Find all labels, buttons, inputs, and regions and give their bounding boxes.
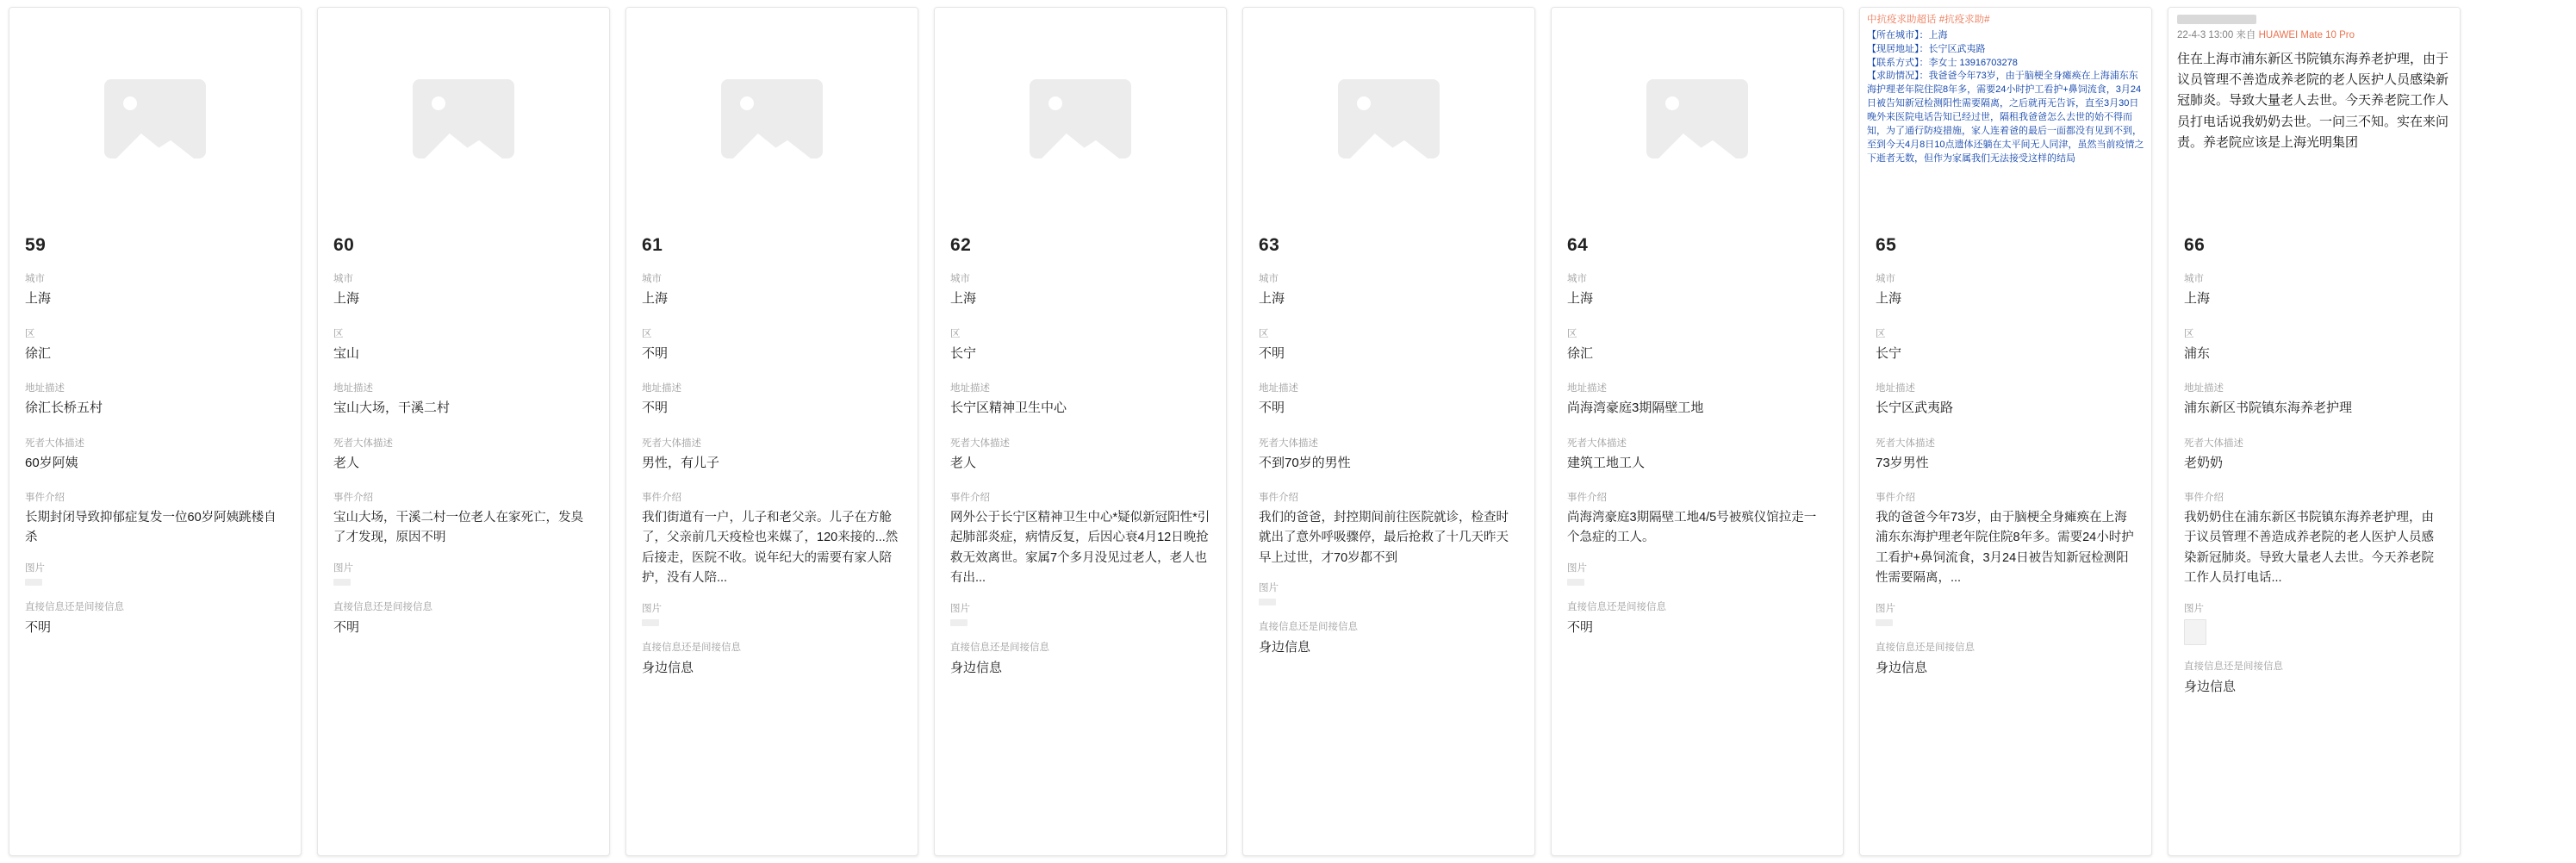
image-thumbnails: [2184, 619, 2444, 645]
image-placeholder-icon: [1646, 79, 1748, 158]
value-source: 身边信息: [950, 660, 1003, 675]
value-city: 上海: [333, 291, 360, 306]
value-address: 长宁区精神卫生中心: [950, 400, 1067, 415]
label-victim: 死者大体描述: [950, 438, 1010, 449]
card-index: 66: [2184, 235, 2206, 255]
record-card: [1859, 7, 2152, 856]
value-address: 不明: [1259, 400, 1285, 415]
card-media: [2168, 8, 2460, 230]
value-address: 尚海湾豪庭3期隔壁工地: [1567, 400, 1704, 415]
card-fields: [9, 230, 301, 855]
label-image: 图片: [333, 562, 353, 574]
label-address: 地址描述: [1876, 383, 1915, 394]
label-source: 直接信息还是间接信息: [1259, 622, 1358, 633]
label-city: 城市: [1259, 274, 1279, 284]
label-victim: 死者大体描述: [1876, 438, 1935, 449]
weibo-from-label: 来自: [2236, 30, 2256, 40]
value-victim: 老人: [333, 455, 360, 470]
label-image: 图片: [642, 603, 662, 614]
value-event: 我的爸爸今年73岁，由于脑梗全身瘫痪在上海浦东东海护理老年院住院8年多。需要24小时护工看护+鼻饲流食，3月24日被告知新冠检测阳性需要隔离，...: [1876, 511, 2134, 586]
record-card: [9, 7, 302, 856]
weibo-post-screenshot: [2168, 8, 2460, 230]
card-fields: [1860, 230, 2151, 855]
label-victim: 死者大体描述: [1567, 438, 1627, 449]
label-district: 区: [2184, 328, 2194, 339]
label-victim: 死者大体描述: [25, 438, 84, 449]
image-placeholder-icon: [1338, 79, 1440, 158]
label-event: 事件介绍: [25, 493, 65, 503]
weibo-line: 【现居地址】：长宁区武夷路: [1867, 43, 1986, 54]
card-index: 64: [1567, 235, 1589, 255]
value-address: 徐汇长桥五村: [25, 400, 103, 415]
label-event: 事件介绍: [1259, 493, 1298, 503]
label-city: 城市: [25, 274, 45, 284]
record-card: [1242, 7, 1535, 856]
value-district: 不明: [642, 345, 669, 361]
value-event: 尚海湾豪庭3期隔壁工地4/5号被殡仪馆拉走一个急症的工人。: [1567, 511, 1817, 545]
weibo-text: 住在上海市浦东新区书院镇东海养老护理，由于议员管理不善造成养老院的老人医护人员感染新冠肺炎。导致大量老人去世。今天养老院工作人员打电话说我奶奶去世。一问三不知。实在来问责。养老院应该是上海光明集团: [2177, 51, 2449, 150]
label-city: 城市: [950, 274, 970, 284]
weibo-line: 【联系方式】：李女士 13916703278: [1867, 57, 2018, 68]
label-source: 直接信息还是间接信息: [2184, 661, 2283, 672]
card-media: [1552, 8, 1843, 230]
image-thumbnails: [950, 619, 1210, 626]
card-media: [318, 8, 609, 230]
record-card: [934, 7, 1227, 856]
label-source: 直接信息还是间接信息: [950, 642, 1049, 653]
value-address: 长宁区武夷路: [1876, 400, 1954, 415]
label-address: 地址描述: [1259, 383, 1298, 394]
value-victim: 建筑工地工人: [1567, 455, 1646, 470]
card-media: [9, 8, 301, 230]
value-city: 上海: [1876, 291, 1902, 306]
card-media: [1860, 8, 2151, 230]
value-event: 宝山大场，干溪二村一位老人在家死亡，发臭了才发现，原因不明: [333, 511, 583, 545]
label-city: 城市: [642, 274, 662, 284]
label-address: 地址描述: [2184, 383, 2224, 394]
value-district: 长宁: [950, 345, 977, 361]
label-address: 地址描述: [333, 383, 373, 394]
value-source: 不明: [25, 619, 52, 635]
value-source: 不明: [1567, 619, 1594, 635]
label-image: 图片: [950, 603, 970, 614]
value-address: 浦东新区书院镇东海养老护理: [2184, 400, 2353, 415]
label-city: 城市: [1567, 274, 1587, 284]
label-event: 事件介绍: [1876, 493, 1915, 503]
image-placeholder-icon: [721, 79, 823, 158]
value-source: 身边信息: [1259, 640, 1311, 655]
label-victim: 死者大体描述: [2184, 438, 2243, 449]
value-district: 不明: [1259, 345, 1285, 361]
label-image: 图片: [1567, 562, 1587, 574]
label-city: 城市: [1876, 274, 1895, 284]
label-image: 图片: [1876, 603, 1895, 614]
value-victim: 60岁阿姨: [25, 455, 78, 470]
label-image: 图片: [25, 562, 45, 574]
value-source: 身边信息: [642, 660, 694, 675]
value-source: 身边信息: [1876, 660, 1928, 675]
label-image: 图片: [1259, 583, 1279, 594]
value-victim: 不到70岁的男性: [1259, 455, 1351, 470]
card-media: [626, 8, 918, 230]
card-fields: [1552, 230, 1843, 855]
image-thumbnail[interactable]: [1259, 599, 1276, 605]
image-thumbnails: [1567, 579, 1827, 586]
label-source: 直接信息还是间接信息: [25, 601, 124, 612]
card-media: [1243, 8, 1534, 230]
card-media: [935, 8, 1226, 230]
weibo-user-row: [2177, 15, 2451, 24]
image-thumbnail[interactable]: [642, 619, 659, 626]
card-index: 65: [1876, 235, 1897, 255]
image-placeholder-icon: [413, 79, 514, 158]
label-address: 地址描述: [950, 383, 990, 394]
value-district: 徐汇: [25, 345, 52, 361]
label-source: 直接信息还是间接信息: [642, 642, 741, 653]
image-thumbnails: [642, 619, 902, 626]
label-district: 区: [333, 328, 344, 339]
value-city: 上海: [2184, 291, 2211, 306]
value-event: 我们街道有一户，儿子和老父亲。儿子在方舱了，父亲前几天疫检也来媒了，120来接的...然后接走，医院不收。说年纪大的需要有家人陪护，没有人陪...: [642, 511, 899, 586]
label-victim: 死者大体描述: [1259, 438, 1318, 449]
image-thumbnails: [1259, 599, 1519, 605]
label-victim: 死者大体描述: [642, 438, 701, 449]
value-event: 网外公于长宁区精神卫生中心*疑似新冠阳性*引起肺部炎症，病情反复，后因心衰4月12日晚抢救无效离世。家属7个多月没见过老人，老人也有出...: [950, 511, 1210, 586]
label-address: 地址描述: [1567, 383, 1607, 394]
weibo-topic: 中抗疫求助超话 #抗疫求助#: [1867, 15, 1990, 25]
record-card: [625, 7, 918, 856]
weibo-timestamp: 22-4-3 13:00: [2177, 30, 2234, 40]
label-city: 城市: [333, 274, 353, 284]
value-address: 不明: [642, 400, 669, 415]
label-image: 图片: [2184, 603, 2204, 614]
card-fields: [626, 230, 918, 855]
record-card: [317, 7, 610, 856]
label-city: 城市: [2184, 274, 2204, 284]
value-victim: 老奶奶: [2184, 455, 2224, 470]
record-card: [1551, 7, 1844, 856]
card-fields: [2168, 230, 2460, 855]
value-event: 我奶奶住在浦东新区书院镇东海养老护理，由于议员管理不善造成养老院的老人医护人员感染新冠肺炎。导致大量老人去世。今天养老院工作人员打电话...: [2184, 511, 2434, 586]
value-victim: 73岁男性: [1876, 455, 1929, 470]
image-thumbnail[interactable]: [25, 579, 42, 586]
weibo-line: 【所在城市】：上海: [1867, 29, 1948, 40]
image-thumbnail[interactable]: [1567, 579, 1584, 586]
value-address: 宝山大场，干溪二村: [333, 400, 451, 415]
value-source: 不明: [333, 619, 360, 635]
label-address: 地址描述: [642, 383, 681, 394]
card-index: 63: [1259, 235, 1280, 255]
card-fields: [318, 230, 609, 855]
value-event: 长期封闭导致抑郁症复发一位60岁阿姨跳楼自杀: [25, 511, 277, 545]
image-thumbnail[interactable]: [1876, 619, 1893, 626]
label-district: 区: [1876, 328, 1886, 339]
card-fields: [935, 230, 1226, 855]
label-district: 区: [1259, 328, 1269, 339]
weibo-username-redacted: [2177, 15, 2256, 24]
card-index: 60: [333, 235, 355, 255]
label-address: 地址描述: [25, 383, 65, 394]
weibo-meta: [2177, 28, 2451, 43]
value-source: 身边信息: [2184, 679, 2237, 694]
card-index: 61: [642, 235, 663, 255]
label-event: 事件介绍: [642, 493, 681, 503]
label-victim: 死者大体描述: [333, 438, 393, 449]
value-district: 长宁: [1876, 345, 1902, 361]
weibo-device: HUAWEI Mate 10 Pro: [2258, 30, 2355, 40]
record-card: [2168, 7, 2461, 856]
weibo-post-screenshot: [1860, 8, 2151, 230]
label-source: 直接信息还是间接信息: [1567, 601, 1666, 612]
label-source: 直接信息还是间接信息: [333, 601, 432, 612]
value-city: 上海: [25, 291, 52, 306]
value-victim: 男性，有儿子: [642, 455, 720, 470]
value-event: 我们的爸爸，封控期间前往医院就诊，检查时就出了意外呼吸骤停，最后抢救了十几天昨天早上过世，才70岁都不到: [1259, 511, 1509, 565]
image-thumbnails: [333, 579, 594, 586]
card-index: 59: [25, 235, 47, 255]
image-thumbnail[interactable]: [950, 619, 968, 626]
label-district: 区: [642, 328, 652, 339]
image-placeholder-icon: [104, 79, 206, 158]
label-event: 事件介绍: [1567, 493, 1607, 503]
value-city: 上海: [642, 291, 669, 306]
label-district: 区: [1567, 328, 1577, 339]
label-district: 区: [25, 328, 35, 339]
label-district: 区: [950, 328, 961, 339]
value-district: 浦东: [2184, 345, 2211, 361]
value-district: 宝山: [333, 345, 360, 361]
card-fields: [1243, 230, 1534, 855]
value-district: 徐汇: [1567, 345, 1594, 361]
weibo-line: 【求助情况】：我爸爸今年73岁，由于脑梗全身瘫痪在上海浦东东海护理老年院住院8年多，需要24小时护工看护+鼻饲流食，3月24日被告知新冠检测阳性需要隔离，之后就再无告诉，直至3月30日晚外来医院电话告知已经过世，隔租我爸爸怎么去世的始不得而知，为了通行防疫措施，家人连着爸的最后一面都没有见到不到，至到今天4月8日10点遗体还躺在太平间无人同津，虽然当前疫情之下逝者无数，但作为家属我们无法接受这样的结局: [1867, 71, 2144, 165]
image-thumbnails: [1876, 619, 2136, 626]
label-source: 直接信息还是间接信息: [1876, 642, 1975, 653]
value-city: 上海: [1567, 291, 1594, 306]
value-city: 上海: [1259, 291, 1285, 306]
image-thumbnail[interactable]: [2184, 619, 2206, 645]
card-index: 62: [950, 235, 972, 255]
image-thumbnails: [25, 579, 285, 586]
label-event: 事件介绍: [333, 493, 373, 503]
value-victim: 老人: [950, 455, 977, 470]
label-event: 事件介绍: [2184, 493, 2224, 503]
image-thumbnail[interactable]: [333, 579, 351, 586]
image-placeholder-icon: [1030, 79, 1131, 158]
value-city: 上海: [950, 291, 977, 306]
label-event: 事件介绍: [950, 493, 990, 503]
